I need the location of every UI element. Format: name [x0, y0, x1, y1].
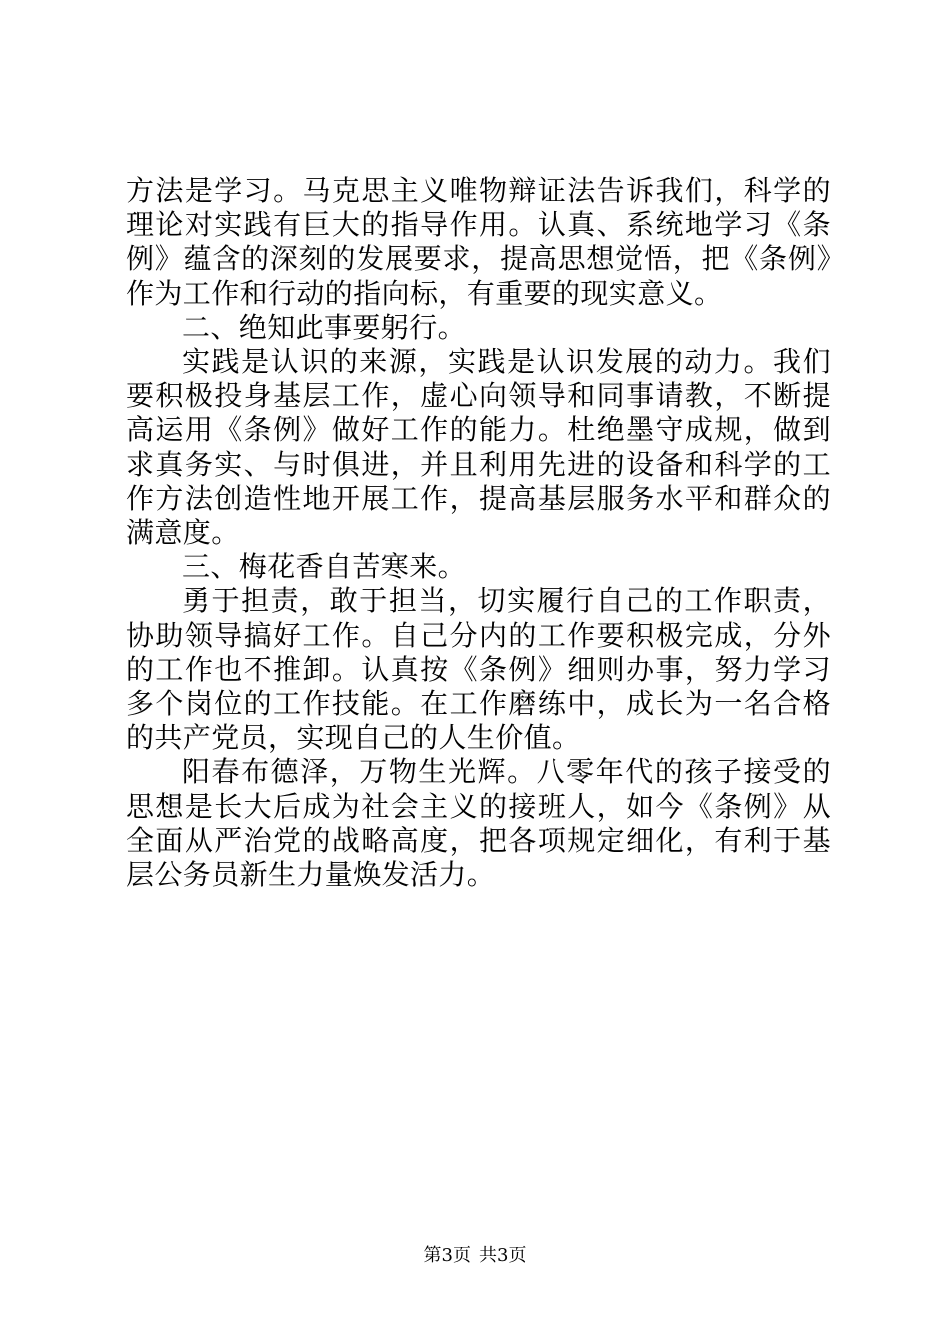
- page-footer: [0, 1244, 950, 1268]
- document-body: [126, 174, 831, 892]
- heading-section-two: 二、绝知此事要躬行。: [182, 310, 467, 344]
- paragraph-conclusion: 阳春布德泽，万物生光辉。八零年代的孩子接受的思想是长大后成为社会主义的接班人，如今《条例》从全面从严治党的战略高度，把各项规定细化，有利于基层公务员新生力量焕发活力。: [126, 755, 831, 892]
- paragraph-intro: 方法是学习。马克思主义唯物辩证法告诉我们，科学的理论对实践有巨大的指导作用。认真、系统地学习《条例》蕴含的深刻的发展要求，提高思想觉悟，把《条例》作为工作和行动的指向标，有重要的现实意义。: [126, 174, 831, 310]
- page-total: 共3页: [479, 1245, 527, 1266]
- page-number: 第3页: [423, 1245, 471, 1266]
- heading-section-three: 三、梅花香自苦寒来。: [182, 550, 467, 584]
- paragraph-practice: 实践是认识的来源，实践是认识发展的动力。我们要积极投身基层工作，虚心向领导和同事请教，不断提高运用《条例》做好工作的能力。杜绝墨守成规，做到求真务实、与时俱进，并且利用先进的设备和科学的工作方法创造性地开展工作，提高基层服务水平和群众的满意度。: [126, 345, 831, 550]
- paragraph-responsibility: 勇于担责，敢于担当，切实履行自己的工作职责，协助领导搞好工作。自己分内的工作要积极完成，分外的工作也不推卸。认真按《条例》细则办事，努力学习多个岗位的工作技能。在工作磨练中，成长为一名合格的共产党员，实现自己的人生价值。: [126, 584, 831, 755]
